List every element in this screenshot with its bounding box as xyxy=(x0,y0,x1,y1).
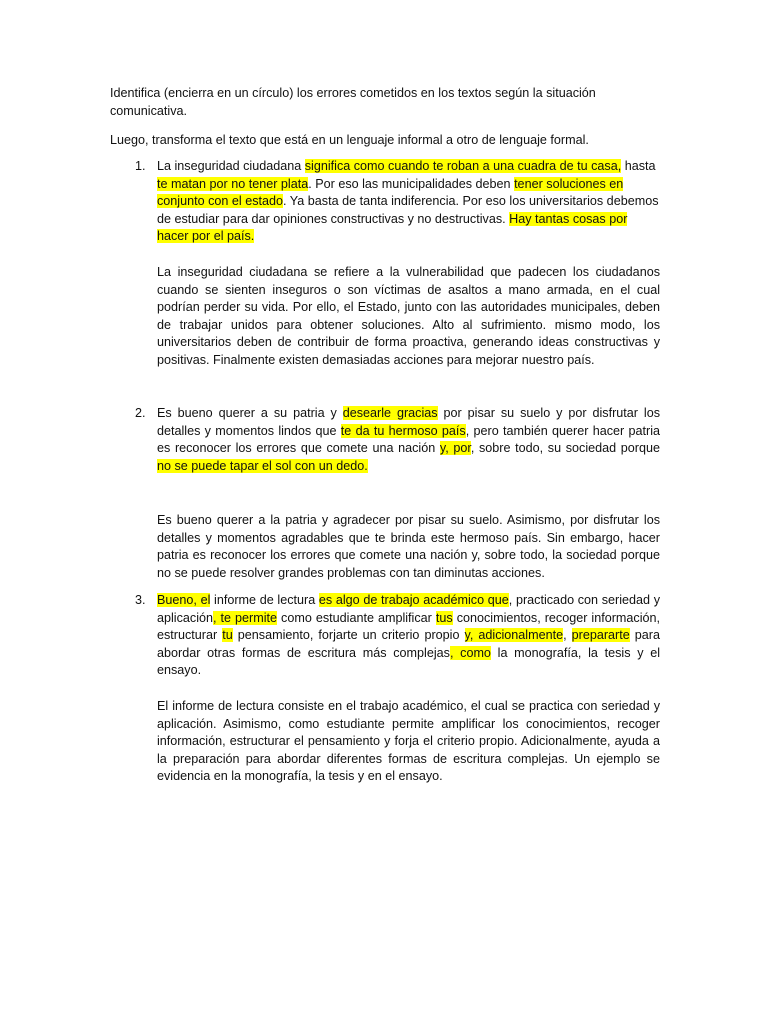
text-segment: , xyxy=(563,628,572,642)
highlighted-error: te matan por no tener plata xyxy=(157,176,309,191)
highlighted-error: , como xyxy=(449,645,491,660)
text-segment: la monografía, la tesis y el ensayo. xyxy=(157,645,661,677)
text-segment: , practicado con seriedad y aplicación xyxy=(157,593,660,625)
text-segment: . Por eso las municipalidades deben xyxy=(308,176,515,191)
formal-text-1: La inseguridad ciudadana se refiere a la vulnerabilidad que padecen los ciudadanos cuando se sienten inseguros o son víctimas de asaltos a mano armada, en el cual podrían perder su vida. Por ello, el Estado, junto con las autoridades municipales, deben de trabajar unidos para obtener soluciones. Alto al sufrimiento. mismo modo, los universitarios deben de contribuir de forma proactiva, generando ideas constructivas y positivas. Finalmente existen demasiadas acciones para mejorar nuestro país. xyxy=(157,265,660,367)
highlighted-error: te da tu hermoso país xyxy=(340,423,466,438)
text-segment: hasta xyxy=(621,159,656,173)
informal-text-1 xyxy=(157,158,660,246)
highlighted-error: Bueno, el xyxy=(157,593,211,607)
text-segment: , sobre todo, su sociedad porque xyxy=(470,441,660,455)
highlighted-error: no se puede tapar el sol con un dedo. xyxy=(157,458,368,473)
text-segment: como estudiante amplificar xyxy=(277,610,436,625)
text-segment: para abordar otras formas de escritura más complejas xyxy=(157,628,660,660)
text-segment: , pero también querer hacer patria es reconocer los errores que comete una nación xyxy=(157,423,661,455)
text-segment: por pisar su suelo y por disfrutar los detalles y momentos lindos que xyxy=(157,406,661,438)
highlighted-error: significa como cuando te roban a una cuadra de tu casa, xyxy=(304,159,622,173)
highlighted-error: tener soluciones en conjunto con el estado xyxy=(157,176,624,208)
text-segment: La inseguridad ciudadana xyxy=(157,159,305,173)
informal-text-3 xyxy=(157,592,660,680)
highlighted-error: y, adicionalmente xyxy=(464,628,564,642)
text-segment: Es bueno querer a su patria y xyxy=(157,406,343,420)
highlighted-error: desearle gracias xyxy=(342,406,438,420)
item-number: 3. xyxy=(135,593,146,607)
item-number: 1. xyxy=(135,159,146,173)
informal-text-2 xyxy=(157,405,660,475)
highlighted-error: y, por xyxy=(439,441,471,455)
text-segment: informe de lectura xyxy=(210,593,319,607)
item-number: 2. xyxy=(135,406,146,420)
text-segment: conocimientos, recoger información, estructurar xyxy=(157,610,661,642)
highlighted-error: es algo de trabajo académico que xyxy=(318,593,509,607)
highlighted-error: tu xyxy=(222,628,233,642)
highlighted-error: , te permite xyxy=(213,610,278,625)
text-segment: pensamiento, forjarte un criterio propio xyxy=(232,628,465,642)
text-segment: . Ya basta de tanta indiferencia. Por eso los universitarios debemos de estudiar para dar opiniones constructivas y no destructivas. xyxy=(157,194,659,226)
highlighted-error: Hay tantas cosas por hacer por el país. xyxy=(157,211,628,243)
formal-text-2: Es bueno querer a la patria y agradecer por pisar su suelo. Asimismo, por disfrutar los detalles y momentos agradables que te brinda este hermoso país. Sin embargo, hacer patria es reconocer los errores que comete una nación y, sobre todo, la sociedad porque no se puede resolver grandes problemas con tan diminutas acciones. xyxy=(157,513,660,580)
instruction-2: Luego, transforma el texto que está en un lenguaje informal a otro de lenguaje formal. xyxy=(110,133,589,147)
highlighted-error: prepararte xyxy=(571,628,630,642)
instruction-1: Identifica (encierra en un círculo) los errores cometidos en los textos según la situación comunicativa. xyxy=(110,86,596,118)
formal-text-3: El informe de lectura consiste en el trabajo académico, el cual se practica con seriedad y aplicación. Asimismo, como estudiante permite amplificar los conocimientos, recoger información, estructurar el pensamiento y forja el criterio propio. Adicionalmente, ayuda a la preparación para abordar diferentes formas de escritura complejas. Un ejemplo se evidencia en la monografía, la tesis y en el ensayo. xyxy=(157,699,660,783)
highlighted-error: tus xyxy=(435,610,453,625)
